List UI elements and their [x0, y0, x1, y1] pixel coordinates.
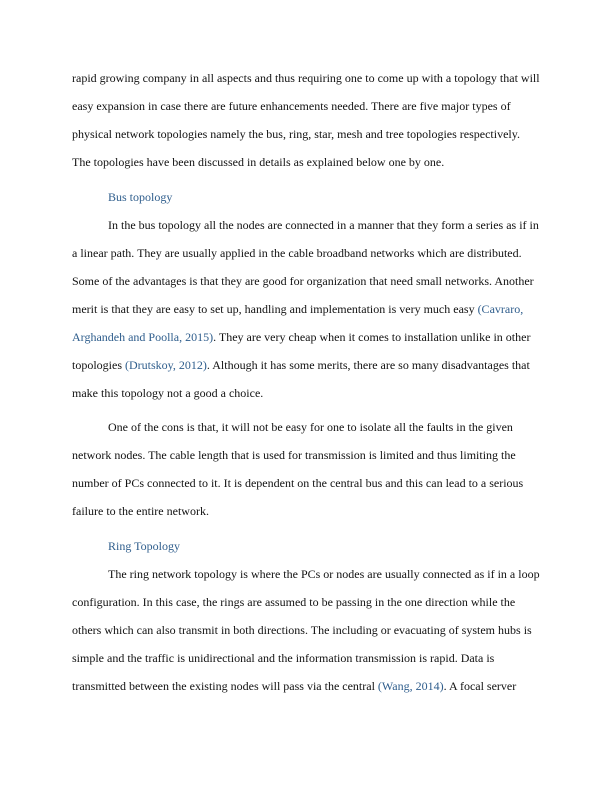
bus-p2-line-4: failure to the entire network.	[72, 504, 209, 518]
bus-p2-line-3: number of PCs connected to it. It is dependent on the central bus and this can lead to a serious	[72, 476, 524, 490]
bus-p1-line-7: make this topology not a good a choice.	[72, 386, 264, 400]
bus-p1-line-4-text: merit is that they are easy to set up, handling and implementation is very much easy	[72, 302, 478, 316]
bus-topology-heading: Bus topology	[108, 190, 173, 204]
intro-line-1: rapid growing company in all aspects and thus requiring one to come up with a topology that will	[72, 71, 540, 85]
bus-p1-line-6-text-a: topologies	[72, 358, 125, 372]
bus-p1-line-5	[72, 330, 530, 344]
ring-p1-line-3: others which can also transmit in both directions. The including or evacuating of system hubs is	[72, 623, 532, 637]
intro-line-4: The topologies have been discussed in details as explained below one by one.	[72, 155, 445, 169]
bus-p2-line-1: One of the cons is that, it will not be easy for one to isolate all the faults in the given	[108, 420, 513, 434]
ring-p1-line-5	[72, 679, 516, 693]
citation-arghandeh-poolla: Arghandeh and Poolla, 2015)	[72, 330, 214, 344]
bus-p1-line-5-text: . They are very cheap when it comes to installation unlike in other	[213, 330, 531, 344]
ring-p1-line-1: The ring network topology is where the PCs or nodes are usually connected as if in a loop	[108, 567, 540, 581]
ring-topology-heading: Ring Topology	[108, 539, 180, 553]
ring-p1-line-2: configuration. In this case, the rings are assumed to be passing in the one direction while the	[72, 595, 516, 609]
bus-p1-line-4	[72, 302, 523, 316]
bus-p1-line-6	[72, 358, 530, 372]
citation-wang: (Wang, 2014)	[377, 679, 444, 693]
intro-line-2: easy expansion in case there are future enhancements needed. There are five major types of	[72, 99, 511, 113]
citation-cavraro: (Cavraro,	[477, 302, 524, 316]
ring-p1-line-4: simple and the traffic is unidirectional and the information transmission is rapid. Data is	[72, 651, 495, 665]
bus-p1-line-6-text-b: . Although it has some merits, there are so many disadvantages that	[206, 358, 530, 372]
bus-p1-line-3: Some of the advantages is that they are good for organization that need small networks. Another	[72, 274, 534, 288]
ring-p1-line-5-text-a: transmitted between the existing nodes will pass via the central	[72, 679, 378, 693]
bus-p2-line-2: network nodes. The cable length that is used for transmission is limited and thus limiting the	[72, 448, 516, 462]
ring-p1-line-5-text-b: . A focal server	[443, 679, 517, 693]
citation-drutskoy: (Drutskoy, 2012)	[125, 358, 207, 372]
intro-line-3: physical network topologies namely the bus, ring, star, mesh and tree topologies respectively.	[72, 127, 520, 141]
bus-p1-line-1: In the bus topology all the nodes are connected in a manner that they form a series as if in	[108, 218, 539, 232]
bus-p1-line-2: a linear path. They are usually applied in the cable broadband networks which are distributed.	[72, 246, 522, 260]
